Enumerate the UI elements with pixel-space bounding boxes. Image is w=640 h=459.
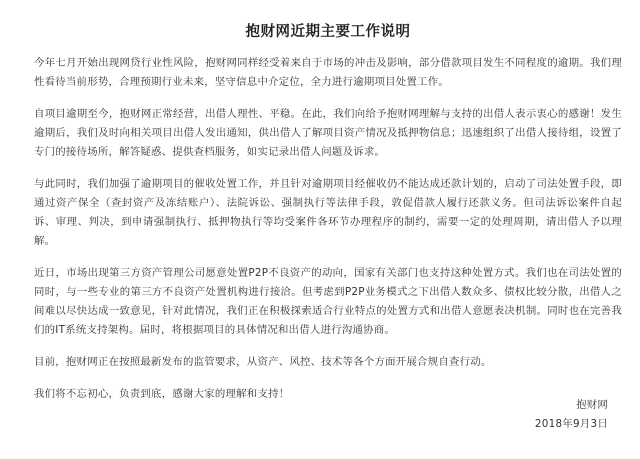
- document-title: 抱财网近期主要工作说明: [245, 24, 411, 40]
- document-body: [34, 54, 622, 404]
- signature-company: 抱财网: [576, 399, 608, 411]
- paragraph-intro: 今年七月开始出现网贷行业性风险，抱财网同样经受着来自于市场的冲击及影响，部分借款项目发生不同程度的逾期。我们理性看待当前形势，合理预期行业未来，坚守信息中介定位，全力进行逾期项目处置工作。: [34, 57, 622, 88]
- signature-block: [535, 396, 608, 434]
- paragraph-third-party-disposal: 近日，市场出现第三方资产管理公司愿意处置P2P不良资产的动向，国家有关部门也支持这种处置方式。我们也在司法处置的同时，与一些专业的第三方不良资产处置机构进行接洽。但考虑到P2P业务模式之下出借人数众多、债权比较分散，出借人之间难以尽快达成一致意见，针对此情况，我们正在积极探索适合行业特点的处置方式和出借人意愿表决机制。同时也在完善我们的IT系统支持架构。届时，将根据项目的具体情况和出借人进行沟通协商。: [34, 267, 622, 336]
- signature-date: 2018年9月3日: [534, 418, 608, 430]
- paragraph-overdue-handling: 自项目逾期至今，抱财网正常经营，出借人理性、平稳。在此，我们向给予抱财网理解与支持的出借人表示衷心的感谢！发生逾期后，我们及时向相关项目出借人发出通知，供出借人了解项目资产情况及抵押物信息；迅速组织了出借人接待组，设置了专门的接待场所，解答疑惑、提供查档服务，如实记录出借人问题及诉求。: [34, 108, 622, 158]
- paragraph-collection-legal: 与此同时，我们加强了逾期项目的催收处置工作，并且针对逾期项目经催收仍不能达成还款计划的，启动了司法处置手段，即通过资产保全（查封资产及冻结账户）、法院诉讼、强制执行等法律手段，敦促借款人履行还款义务。但司法诉讼案件自起诉、审理、判决，到申请强制执行、抵押物执行等均受案件各环节办理程序的制约，需要一定的处理周期，请出借人予以理解。: [34, 178, 622, 247]
- paragraph-compliance-check: 目前，抱财网正在按照最新发布的监管要求，从资产、风控、技术等各个方面开展合规自查行动。: [34, 356, 492, 368]
- paragraph-closing: 我们将不忘初心，负责到底，感谢大家的理解和支持！: [34, 388, 290, 400]
